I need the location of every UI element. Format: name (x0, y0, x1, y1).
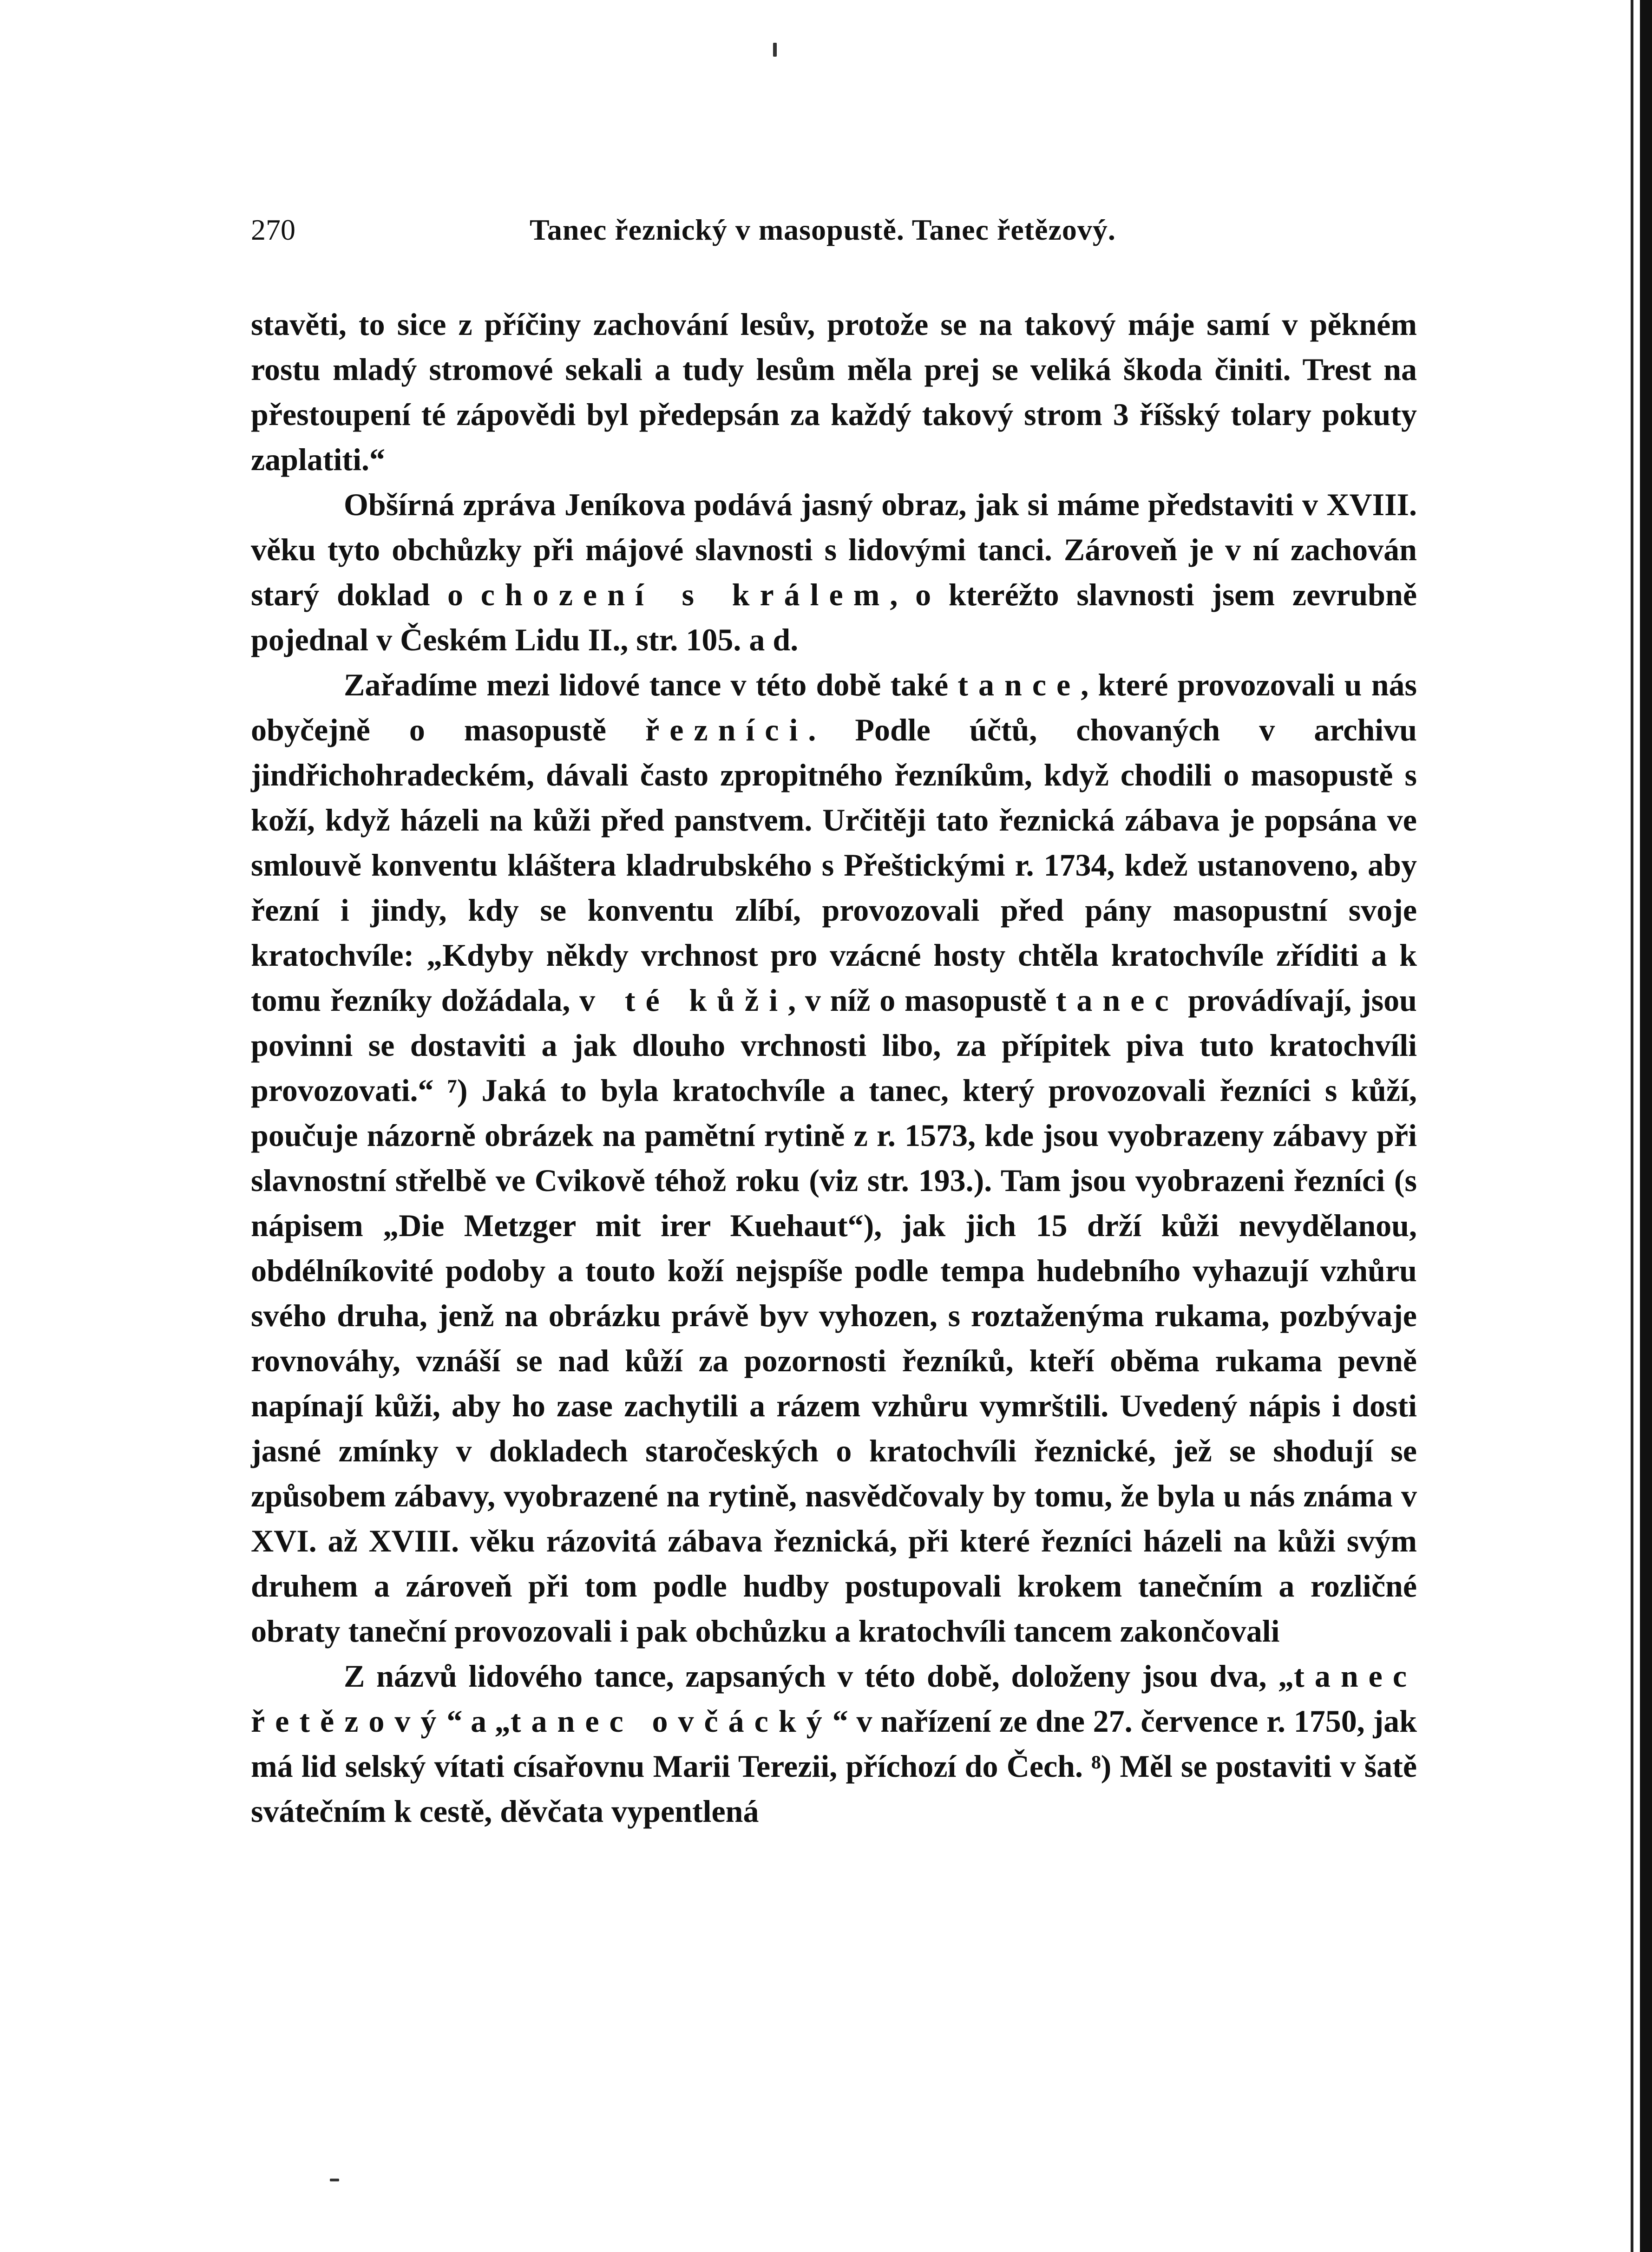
running-head-title: Tanec řeznický v masopustě. Tanec řetězový. (530, 213, 1116, 246)
emphasized-term: tanec (1055, 982, 1179, 1018)
paragraph-chain-dance (251, 1654, 1417, 1834)
paragraph-continuation (251, 302, 1417, 482)
emphasized-term: tanec ovčácký (510, 1703, 833, 1739)
scan-speck (330, 2179, 339, 2181)
text-segment: , v níž o masopustě (788, 982, 1056, 1018)
text-segment: provádívají, jsou povinni se dostaviti a jak dlouho vrchnosti libo, za přípitek piva tuto kratochvíli provozovati.“ ⁷) Jaká to byla kratochvíle a tanec, který provozovali řezníci s kůží, poučuje názorně obrázek na pamětní rytině z r. 1573, kde jsou vyobrazeny zábavy při slavnostní střelbě ve Cvikově téhož roku (viz str. 193.). Tam jsou vyobrazeni řezníci (s nápisem „Die Metzger mit irer Kuehaut“), jak jich 15 drží kůži nevydělanou, obdélníkovité podoby a touto koží nejspíše podle tempa hudebního vyhazují vzhůru svého druha, jenž na obrázku právě byv vyhozen, s roztaženýma rukama, pozbývaje rovnováhy, vznáší se nad kůží za pozornosti řezníků, kteří oběma rukama pevně napínají kůži, aby ho zase zachytili a rázem vzhůru vymrštili. Uvedený nápis i dosti jasné zmínky v dokladech staročeských o kratochvíli řeznické, jež se shodují se způsobem zábavy, vyobrazené na rytině, nasvědčovaly by tomu, že byla u nás známa v XVI. až XVIII. věku rázovitá zábava řeznická, při které řezníci házeli na kůži svým druhem a zároveň při tom podle hudby postupovali krokem tanečním a rozličné obraty taneční provozovali i pak obchůzku a kratochvíli tancem zakončovali (251, 982, 1417, 1649)
page-edge-border (1640, 0, 1652, 2252)
running-head (251, 204, 1417, 255)
text-segment: “ v nařízení ze dne 27. července r. 1750, jak má lid selský vítati císařovnu Marii Terezii, příchozí do Čech. ⁸) Měl se postaviti v šatě svátečním k cestě, děvčata vypentlená (251, 1703, 1417, 1829)
body-text (251, 302, 1417, 1834)
text-segment: , o kteréžto slavnosti jsem zevrubně pojednal v Českém Lidu II., str. 105. a d. (251, 577, 1417, 657)
text-segment: . Podle účtů, chovaných v archivu jindřichohradeckém, dávali často zpropitného řezníkům, když chodili o masopustě s koží, když házeli na kůži před panstvem. Určitěji tato řeznická zábava je popsána ve smlouvě konventu kláštera kladrubského s Přeštickými r. 1734, kdež ustanoveno, aby řezní i jindy, kdy se konventu zlíbí, provozovali před pány masopustní svoje kratochvíle: „Kdyby někdy vrchnost pro vzácné hosty chtěla kratochvíle zříditi a k tomu řezníky dožádala, (251, 712, 1417, 1018)
text-segment: stavěti, to sice z příčiny zachování lesův, protože se na takový máje samí v pěkném rostu mladý stromové sekali a tudy lesům měla prej se veliká škoda činiti. Trest na přestoupení té zápovědi byl předepsán za každý takový strom 3 říšský tolary pokuty zaplatiti.“ (251, 307, 1417, 477)
scan-speck (773, 43, 777, 57)
page-edge-line (1631, 0, 1633, 2252)
text-segment: Zařadíme mezi lidové tance v této době také (344, 667, 958, 702)
emphasized-term: řezníci (645, 712, 808, 747)
emphasized-term: tance (957, 667, 1081, 702)
text-segment: Z názvů lidového tance, zapsaných v této době, doloženy jsou dva, „ (344, 1658, 1294, 1694)
page-number: 270 (251, 213, 295, 246)
emphasized-term: v té kůži (579, 982, 788, 1018)
text-segment: “ a „ (446, 1703, 511, 1739)
emphasized-term: chození s králem (480, 577, 890, 612)
paragraph-butcher-dance (251, 662, 1417, 1654)
paragraph-jenik-report (251, 482, 1417, 662)
text-segment: , které provozovali u nás obyčejně o masopustě (251, 667, 1417, 747)
text-segment: Obšírná zpráva Jeníkova podává jasný obraz, jak si máme představiti v XVIII. věku tyto obchůzky při májové slavnosti s lidovými tanci. Zároveň je v ní zachován starý doklad o (251, 487, 1417, 612)
emphasized-term: tanec řetězový (251, 1658, 1417, 1739)
